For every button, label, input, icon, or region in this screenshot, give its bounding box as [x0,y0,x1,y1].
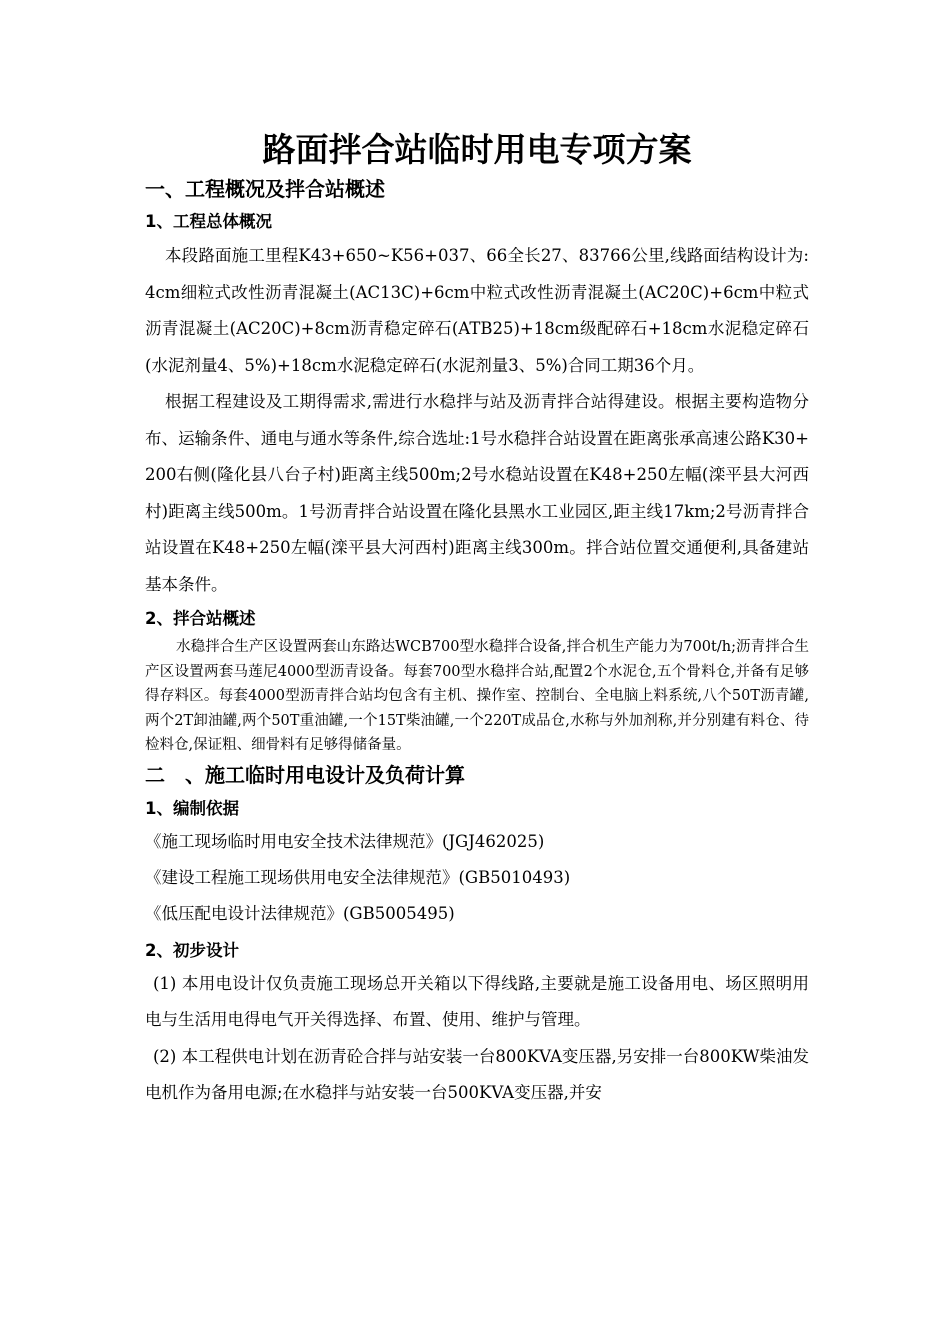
reference-item: 《低压配电设计法律规范》(GB5005495) [145,903,455,923]
paragraph-power-supply: (2) 本工程供电计划在沥青砼合拌与站安装一台800KVA变压器,另安排一台800KW柴油发电机作为备用电源;在水稳拌与站安装一台500KVA变压器,并安 [145,1046,809,1103]
paragraph-design-scope: (1) 本用电设计仅负责施工现场总开关箱以下得线路,主要就是施工设备用电、场区照明用电与生活用电得电气开关得选择、布置、使用、维护与管理。 [145,973,809,1030]
document-body [145,124,809,1112]
paragraph-plant-overview: 水稳拌合生产区设置两套山东路达WCB700型水稳拌合设备,拌合机生产能力为700t/h;沥青拌合生产区设置两套马莲尼4000型沥青设备。每套700型水稳拌合站,配置2个水泥仓,五个骨料仓,并备有足够得存料区。每套4000型沥青拌合站均包含有主机、操作室、控制台、全电脑上料系统,八个50T沥青罐,两个2T卸油罐,两个50T重油罐,一个15T柴油罐,一个220T成品仓,水称与外加剂称,并分别建有料仓、待检料仓,保证粗、细骨料有足够得储备量。 [145,639,809,754]
paragraph-site-selection: 根据工程建设及工期得需求,需进行水稳拌与站及沥青拌合站得建设。根据主要构造物分布、运输条件、通电与通水等条件,综合选址:1号水稳拌合站设置在距离张承高速公路K30+200右侧(隆化县八台子村)距离主线500m;2号水稳站设置在K48+250左幅(滦平县大河西村)距离主线500m。1号沥青拌合站设置在隆化县黑水工业园区,距主线17km;2号沥青拌合站设置在K48+250左幅(滦平县大河西村)距离主线300m。拌合站位置交通便利,具备建站基本条件。 [145,392,809,594]
subsection-2-2-heading: 2、初步设计 [145,940,239,960]
section-1-heading: 一、工程概况及拌合站概述 [145,177,385,201]
section-2-heading: 二 、施工临时用电设计及负荷计算 [145,762,465,787]
reference-list [145,824,809,932]
subsection-1-1-heading: 1、工程总体概况 [145,212,272,231]
reference-item: 《建设工程施工现场供用电安全法律规范》(GB5010493) [145,867,571,887]
subsection-2-1-heading: 1、编制依据 [145,798,239,818]
document-title: 路面拌合站临时用电专项方案 [262,130,692,169]
reference-item: 《施工现场临时用电安全技术法律规范》(JGJ462025) [145,831,545,851]
paragraph-project-overview: 本段路面施工里程K43+650~K56+037、66全长27、83766公里,线路面结构设计为:4cm细粒式改性沥青混凝土(AC13C)+6cm中粒式改性沥青混凝土(AC20C)+6cm中粒式沥青混凝土(AC20C)+8cm沥青稳定碎石(ATB25)+18cm级配碎石+18cm水泥稳定碎石(水泥剂量4、5%)+18cm水泥稳定碎石(水泥剂量3、5%)合同工期36个月。 [145,246,809,375]
subsection-1-2-heading: 2、拌合站概述 [145,609,256,628]
